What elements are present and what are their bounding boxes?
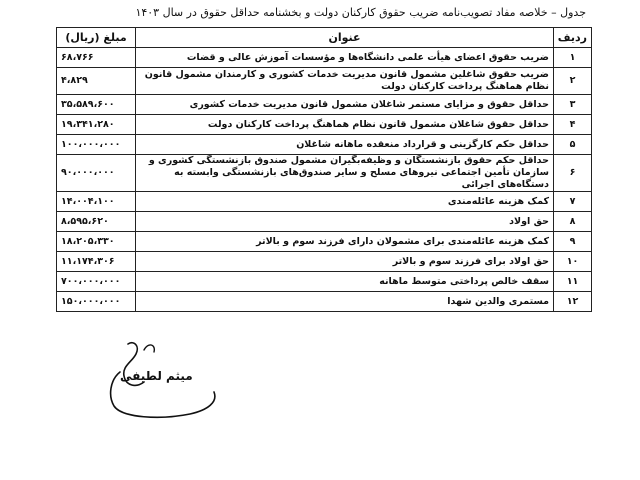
row-title: کمک هزینه عائله‌مندی [136, 192, 554, 212]
header-amount: مبلغ (ریال) [57, 28, 136, 48]
row-title: ضریب حقوق اعضای هیأت علمی دانشگاه‌ها و مؤسسات آموزش عالی و قضات [136, 48, 554, 68]
row-amount: ۱۵۰،۰۰۰،۰۰۰ [57, 292, 136, 312]
row-number: ۷ [554, 192, 592, 212]
header-title: عنوان [136, 28, 554, 48]
row-number: ۵ [554, 135, 592, 155]
salary-table [56, 27, 592, 312]
row-number: ۱ [554, 48, 592, 68]
table-row [57, 155, 592, 192]
table-row [57, 68, 592, 95]
row-number: ۶ [554, 155, 592, 192]
row-amount: ۱۸،۲۰۵،۳۳۰ [57, 232, 136, 252]
row-title: حداقل حقوق شاغلان مشمول قانون نظام هماهنگ پرداخت کارکنان دولت [136, 115, 554, 135]
header-row-no: ردیف [554, 28, 592, 48]
row-amount: ۱۱،۱۷۴،۳۰۶ [57, 252, 136, 272]
row-number: ۹ [554, 232, 592, 252]
signature-name: میثم لطیفی [120, 369, 193, 383]
row-number: ۳ [554, 95, 592, 115]
row-title: کمک هزینه عائله‌مندی برای مشمولان دارای فرزند سوم و بالاتر [136, 232, 554, 252]
row-number: ۱۰ [554, 252, 592, 272]
row-amount: ۱۴،۰۰۴،۱۰۰ [57, 192, 136, 212]
row-title: ضریب حقوق شاغلین مشمول قانون مدیریت خدمات کشوری و کارمندان مشمول قانون نظام هماهنگ پرداخت کارکنان دولت [136, 68, 554, 95]
table-header-row [57, 28, 592, 48]
row-amount: ۱۰۰،۰۰۰،۰۰۰ [57, 135, 136, 155]
table-row [57, 48, 592, 68]
row-title: حق اولاد [136, 212, 554, 232]
row-title: مستمری والدین شهدا [136, 292, 554, 312]
table-row [57, 192, 592, 212]
table-row [57, 232, 592, 252]
row-title: حداقل حقوق و مزایای مستمر شاغلان مشمول قانون مدیریت خدمات کشوری [136, 95, 554, 115]
row-amount: ۸،۵۹۵،۶۲۰ [57, 212, 136, 232]
table-row [57, 135, 592, 155]
row-amount: ۱۹،۳۴۱،۲۸۰ [57, 115, 136, 135]
row-amount: ۷۰۰،۰۰۰،۰۰۰ [57, 272, 136, 292]
row-number: ۴ [554, 115, 592, 135]
row-amount: ۳۵،۵۸۹،۶۰۰ [57, 95, 136, 115]
row-number: ۸ [554, 212, 592, 232]
table-caption: جدول – خلاصه مفاد تصویب‌نامه ضریب حقوق کارکنان دولت و بخشنامه حداقل حقوق در سال ۱۴۰۳ [135, 6, 586, 19]
row-number: ۱۱ [554, 272, 592, 292]
table-row [57, 95, 592, 115]
table-row [57, 212, 592, 232]
row-title: سقف خالص پرداختی متوسط ماهانه [136, 272, 554, 292]
table-row [57, 252, 592, 272]
table-row [57, 115, 592, 135]
row-title: حداقل حکم حقوق بازنشستگان و وظیفه‌بگیران مشمول صندوق بازنشستگی کشوری و سازمان تأمین اجتماعی نیروهای مسلح و سایر صندوق‌های بازنشستگی وابسته به دستگاه‌های اجرائی [136, 155, 554, 192]
row-amount: ۴،۸۲۹ [57, 68, 136, 95]
row-amount: ۹۰،۰۰۰،۰۰۰ [57, 155, 136, 192]
row-amount: ۶۸،۷۶۶ [57, 48, 136, 68]
table-row [57, 272, 592, 292]
row-number: ۲ [554, 68, 592, 95]
row-number: ۱۲ [554, 292, 592, 312]
table-row [57, 292, 592, 312]
row-title: حداقل حکم کارگزینی و قرارداد منعقده ماهانه شاغلان [136, 135, 554, 155]
row-title: حق اولاد برای فرزند سوم و بالاتر [136, 252, 554, 272]
